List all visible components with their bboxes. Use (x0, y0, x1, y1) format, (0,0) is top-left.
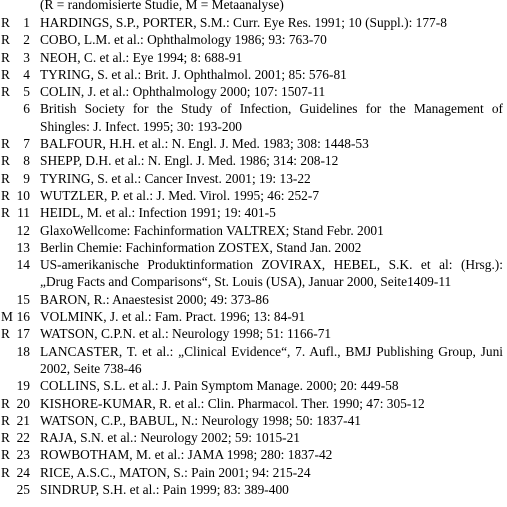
reference-text: VOLMINK, J. et al.: Fam. Pract. 1996; 13: 84-91 (40, 309, 306, 325)
study-type-mark: R (1, 15, 10, 30)
reference-item (0, 412, 507, 429)
reference-item (0, 429, 507, 446)
study-type-mark: R (1, 32, 10, 48)
reference-text: RAJA, S.N. et al.: Neurology 2002; 59: 1015-21 (40, 430, 300, 446)
reference-number: 13 (16, 239, 30, 255)
reference-text: US-amerikanische Produktinformation ZOVIRAX, HEBEL, S.K. et al: (Hrsg.): „Drug Facts and Comparisons“, St. Louis (USA), Januar 2000, Seite1409-11 (40, 257, 503, 290)
reference-number: 5 (23, 84, 30, 100)
reference-item (0, 204, 507, 221)
reference-item (0, 14, 507, 31)
reference-text: BARON, R.: Anaestesist 2000; 49: 373-86 (40, 291, 269, 307)
reference-item (0, 222, 507, 239)
reference-item (0, 446, 507, 463)
reference-item (0, 377, 507, 394)
reference-number: 23 (16, 447, 30, 463)
reference-text: WATSON, C.P., BABUL, N.: Neurology 1998; 50: 1837-41 (40, 412, 362, 428)
reference-text: WATSON, C.P.N. et al.: Neurology 1998; 51: 1166-71 (40, 326, 332, 342)
study-type-mark: R (1, 395, 10, 411)
reference-number: 4 (23, 66, 30, 82)
reference-text: GlaxoWellcome: Fachinformation VALTREX; Stand Febr. 2001 (40, 222, 384, 238)
reference-item (0, 100, 507, 135)
study-type-mark: R (1, 326, 10, 342)
study-type-mark: R (1, 153, 10, 169)
reference-number: 21 (16, 412, 30, 428)
reference-text: LANCASTER, T. et al.: „Clinical Evidence“, 7. Aufl., BMJ Publishing Group, Juni 2002, Seite 738-46 (40, 343, 503, 376)
reference-text: SHEPP, D.H. et al.: N. Engl. J. Med. 1986; 314: 208-12 (40, 153, 339, 169)
study-type-mark (0, 377, 10, 394)
study-type-mark (0, 222, 10, 239)
study-type-mark: R (1, 170, 10, 186)
study-type-mark: R (1, 84, 10, 100)
study-type-mark: R (1, 464, 10, 480)
reference-item (0, 291, 507, 308)
reference-number: 17 (16, 326, 30, 342)
reference-number: 7 (23, 136, 30, 152)
study-type-mark (0, 291, 10, 308)
reference-item (0, 83, 507, 100)
reference-number: 9 (23, 170, 30, 186)
reference-text: COBO, L.M. et al.: Ophthalmology 1986; 93: 763-70 (40, 32, 327, 48)
reference-item (0, 135, 507, 152)
reference-text: HEIDL, M. et al.: Infection 1991; 19: 401-5 (40, 205, 276, 221)
study-type-mark (0, 343, 10, 378)
study-type-mark (0, 239, 10, 256)
reference-text: NEOH, C. et al.: Eye 1994; 8: 688-91 (40, 49, 243, 65)
reference-text: British Society for the Study of Infection, Guidelines for the Management of Shingles: J. Infect. 1995; 30: 193-200 (40, 101, 503, 134)
reference-text: TYRING, S. et al.: Brit. J. Ophthalmol. 2001; 85: 576-81 (40, 66, 347, 82)
reference-number: 2 (23, 32, 30, 48)
study-type-mark (0, 481, 10, 498)
legend-note: (R = randomisierte Studie, M = Metaanalyse) (40, 0, 284, 12)
reference-item (0, 31, 507, 48)
reference-number: 24 (16, 464, 30, 480)
reference-number: 15 (16, 291, 30, 307)
reference-item (0, 325, 507, 342)
reference-item (0, 395, 507, 412)
study-type-mark: R (1, 430, 10, 446)
reference-number: 14 (16, 257, 30, 273)
reference-number: 1 (23, 15, 30, 30)
reference-text: SINDRUP, S.H. et al.: Pain 1999; 83: 389-400 (40, 482, 289, 498)
reference-number: 12 (16, 222, 30, 238)
study-type-mark (0, 256, 10, 291)
study-type-mark: R (1, 187, 10, 203)
reference-item (0, 170, 507, 187)
reference-text: COLIN, J. et al.: Ophthalmology 2000; 107: 1507-11 (40, 84, 326, 100)
reference-number: 18 (16, 343, 30, 359)
reference-item (0, 481, 507, 498)
reference-number: 16 (16, 309, 30, 325)
reference-number: 25 (16, 482, 30, 498)
study-type-mark: R (1, 49, 10, 65)
reference-item (0, 343, 507, 378)
reference-item (0, 66, 507, 83)
reference-text: BALFOUR, H.H. et al.: N. Engl. J. Med. 1983; 308: 1448-53 (40, 136, 369, 152)
reference-item (0, 464, 507, 481)
reference-item (0, 49, 507, 66)
reference-item (0, 187, 507, 204)
reference-text: ROWBOTHAM, M. et al.: JAMA 1998; 280: 1837-42 (40, 447, 333, 463)
reference-number: 22 (16, 430, 30, 446)
reference-number: 6 (23, 101, 30, 117)
reference-number: 10 (16, 187, 30, 203)
study-type-mark: R (1, 205, 10, 221)
reference-list (0, 14, 507, 498)
study-type-mark: M (1, 309, 13, 325)
reference-text: KISHORE-KUMAR, R. et al.: Clin. Pharmacol. Ther. 1990; 47: 305-12 (40, 395, 425, 411)
reference-number: 19 (16, 378, 30, 394)
reference-number: 20 (16, 395, 30, 411)
study-type-mark: R (1, 136, 10, 152)
study-type-mark: R (1, 412, 10, 428)
reference-text: Berlin Chemie: Fachinformation ZOSTEX, Stand Jan. 2002 (40, 239, 362, 255)
reference-text: TYRING, S. et al.: Cancer Invest. 2001; 19: 13-22 (40, 170, 311, 186)
reference-number: 8 (23, 153, 30, 169)
reference-text: HARDINGS, S.P., PORTER, S.M.: Curr. Eye Res. 1991; 10 (Suppl.): 177-8 (40, 15, 447, 30)
reference-text: WUTZLER, P. et al.: J. Med. Virol. 1995; 46: 252-7 (40, 187, 320, 203)
reference-text: COLLINS, S.L. et al.: J. Pain Symptom Manage. 2000; 20: 449-58 (40, 378, 399, 394)
reference-item (0, 239, 507, 256)
reference-text: RICE, A.S.C., MATON, S.: Pain 2001; 94: 215-24 (40, 464, 311, 480)
study-type-mark: R (1, 66, 10, 82)
reference-number: 3 (23, 49, 30, 65)
reference-item (0, 308, 507, 325)
reference-number: 11 (17, 205, 30, 221)
reference-item (0, 256, 507, 291)
reference-item (0, 152, 507, 169)
study-type-mark (0, 100, 10, 135)
study-type-mark: R (1, 447, 10, 463)
